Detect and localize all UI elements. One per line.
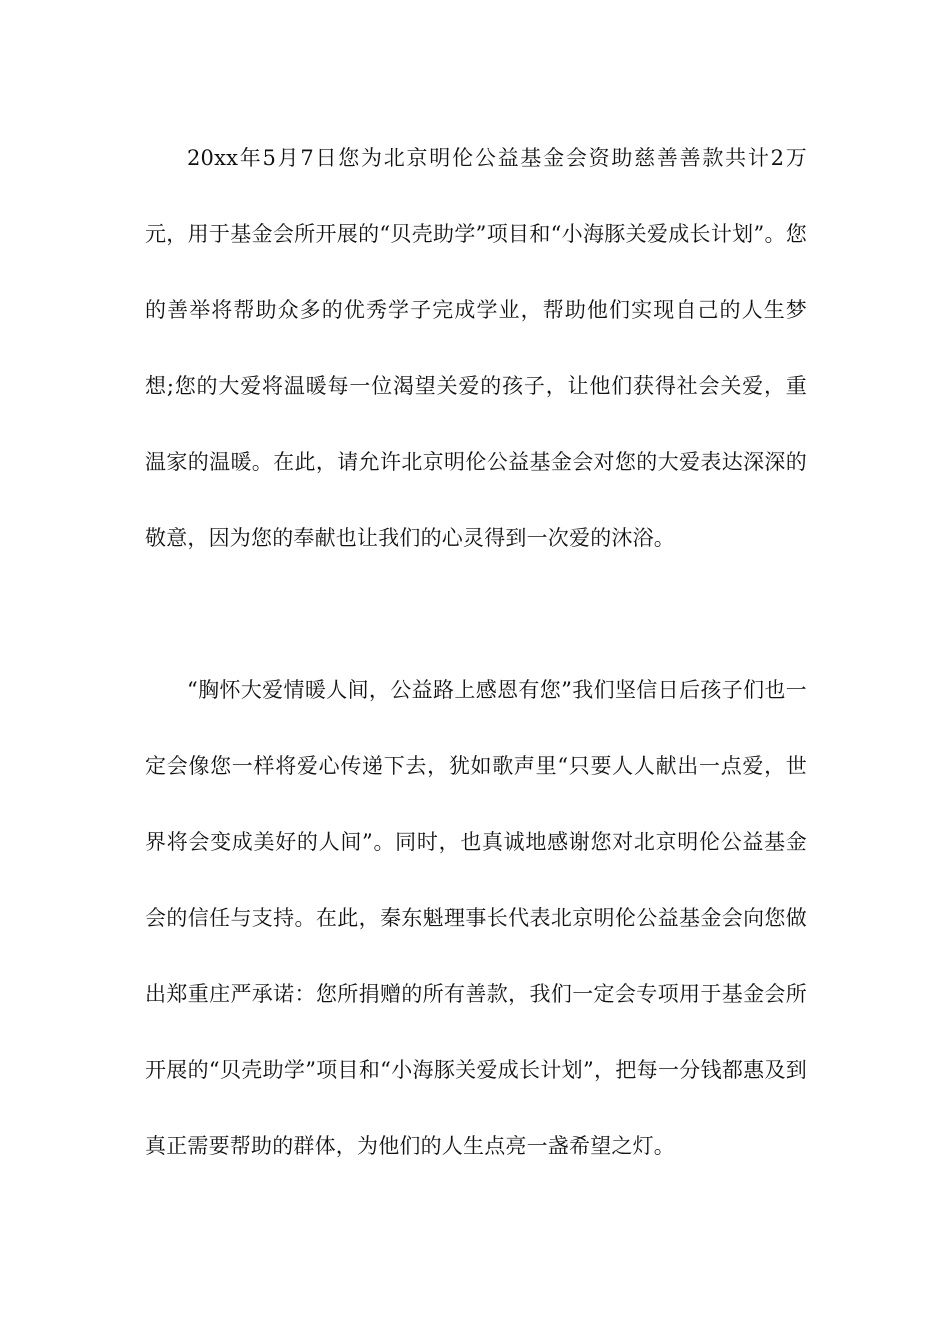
- paragraph-donation-acknowledgement: 20xx年5月7日您为北京明伦公益基金会资助慈善善款共计2万元，用于基金会所开展的“贝壳助学”项目和“小海豚关爱成长计划”。您的善举将帮助众多的优秀学子完成学业，帮助他们实现自己的人生梦想;您的大爱将温暖每一位渴望关爱的孩子，让他们获得社会关爱，重温家的温暖。在此，请允许北京明伦公益基金会对您的大爱表达深深的敬意，因为您的奉献也让我们的心灵得到一次爱的沐浴。: [145, 146, 807, 550]
- paragraph-commitment: “胸怀大爱情暖人间，公益路上感恩有您”我们坚信日后孩子们也一定会像您一样将爱心传递下去，犹如歌声里“只要人人献出一点爱，世界将会变成美好的人间”。同时，也真诚地感谢您对北京明伦公益基金会的信任与支持。在此，秦东魁理事长代表北京明伦公益基金会向您做出郑重庄严承诺：您所捐赠的所有善款，我们一定会专项用于基金会所开展的“贝壳助学”项目和“小海豚关爱成长计划”，把每一分钱都惠及到真正需要帮助的群体，为他们的人生点亮一盏希望之灯。: [145, 678, 807, 1158]
